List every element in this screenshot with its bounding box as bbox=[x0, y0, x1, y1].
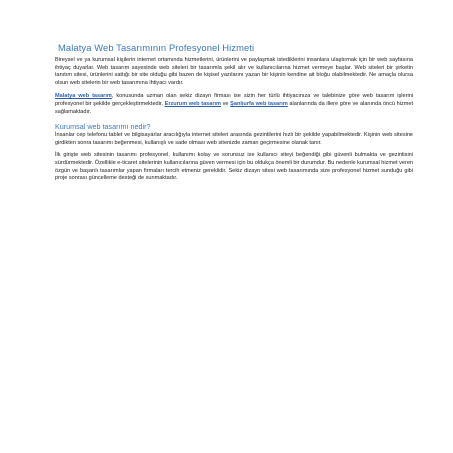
links-paragraph bbox=[55, 93, 413, 116]
body-paragraph-2: İnsanlar cep telefonu tablet ve bilgisayarlar aracılığıyla internet siteleri arasında gezintilerini hızlı bir şekilde yapabilmektedir. Kişinin web sitesine girdikten sonra tasarımı beğenmesi, kullanışlı ve sade olması web sitenizde zaman geçirmesine olanak tanır. bbox=[55, 132, 413, 146]
links-paragraph-text-3: alanlarında da illere göre ve alanında öncü hizmet sağlamaktadır. bbox=[55, 100, 413, 115]
malatya-web-link[interactable]: Malatya web tasarım bbox=[55, 93, 112, 100]
section-subheading: Kurumsal web tasarımı nedir? bbox=[55, 122, 151, 132]
sanliurfa-web-link[interactable]: Şanlıurfa web tasarım bbox=[230, 100, 288, 107]
links-paragraph-text-2: ve bbox=[220, 100, 231, 107]
erzurum-web-link[interactable]: Erzurum web tasarım bbox=[164, 100, 221, 107]
links-paragraph-text-1: , konusunda uzman olan sekiz dizayn firması ise sizin her türlü ihtiyacınıza ve talebinize göre web tasarım işlerini profesyonel bir şekilde gerçekleştirmektedir. bbox=[55, 93, 414, 107]
intro-paragraph: Bireysel ve ya kurumsal kişilerin internet ortamında hizmetlerini, ürünlerini ve paylaşmak istediklerini insanlara ulaştırmak için bir web sayfasına ihtiyaç duyarlar. Web tasarım sayesinde web siteleri bir tasarımla şekil alır ve kullanıcılarına hizmet vermeye başlar. Web siteleri bir şirketin tanıtım sitesi, ürünlerini sattığı bir site olduğu gibi bazen de kişisel yazılarını yazan bir kişinin kendine ait bloğu olabilmektedir. Ne amaçla olursa olsun web sitelerin bir web tasarımına ihtiyacı vardır. bbox=[55, 57, 413, 86]
body-paragraph-3: İlk girişte web sitesinin tasarımı profesyonel, kullanımı kolay ve sorunsuz ise kullanıcı siteyi beğendiği gibi güvenli bulmakta ve gezintisini sürdürmektedir. Özellikle e-ticaret sitelerinin kullanıcılarına güven vermesi için bu oldukça önemli bir durumdur. Bu nedenle kurumsal hizmet veren özgün ve başarılı tasarımlar yapan firmaları tercih etmeniz gereklidir. Sekiz dizayn sitesi web tasarımında size profesyonel hizmet sunduğu gibi proje sonrası güncelleme desteği de sunmaktadır. bbox=[55, 152, 413, 182]
document-title: Malatya Web Tasarımının Profesyonel Hizmeti bbox=[58, 42, 255, 53]
